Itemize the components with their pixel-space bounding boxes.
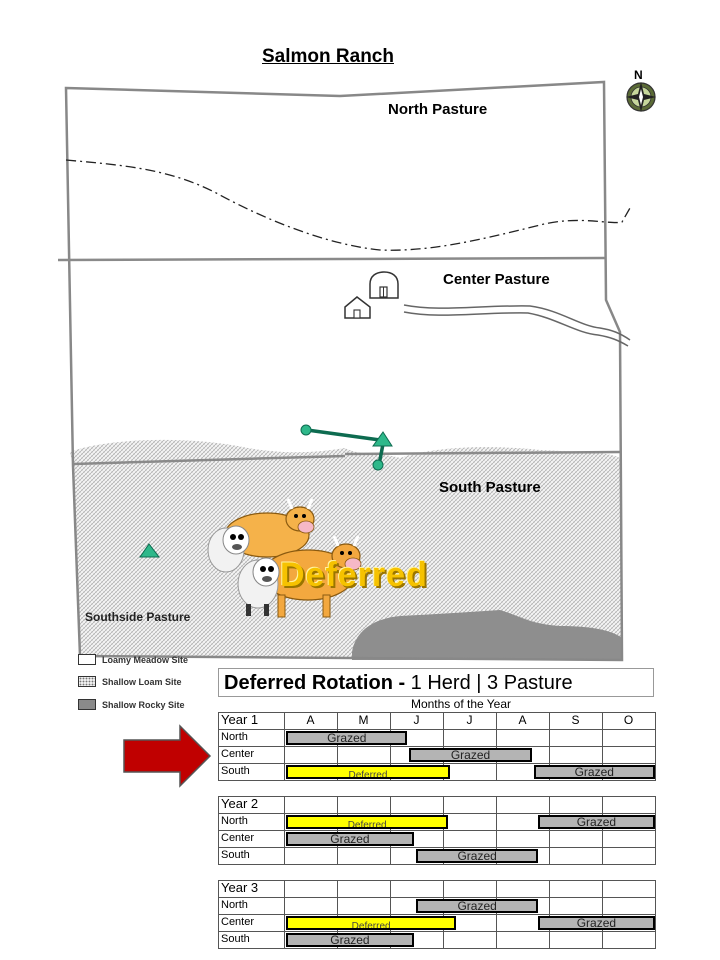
grid-cell	[284, 847, 338, 865]
pasture-row-label: Center	[221, 916, 255, 928]
north-pasture-label: North Pasture	[388, 101, 488, 118]
rotation-schedule	[218, 668, 656, 952]
month-label: J	[466, 713, 473, 727]
grid-cell	[443, 830, 497, 848]
grid-cell	[549, 746, 603, 764]
grazed-bar: Grazed	[538, 815, 655, 829]
shallow-rocky-swatch	[78, 699, 96, 710]
grid-cell	[602, 796, 656, 814]
grid-cell	[549, 796, 603, 814]
grid-cell	[443, 796, 497, 814]
well-icon	[301, 425, 311, 435]
grid-cell	[496, 729, 550, 747]
grid-cell	[549, 897, 603, 915]
shallow-loam-swatch	[78, 676, 96, 687]
compass-north-label: N	[634, 68, 643, 82]
barn-icon	[370, 272, 398, 298]
grid-cell	[602, 931, 656, 949]
fence-north-center	[58, 258, 605, 260]
months-caption: Months of the Year	[410, 697, 512, 711]
grid-cell	[496, 880, 550, 898]
grid-cell	[496, 830, 550, 848]
grid-cell	[443, 880, 497, 898]
grid-cell	[284, 746, 338, 764]
pasture-row-label: South	[221, 933, 250, 945]
legend-item-loamy-meadow	[78, 654, 188, 665]
legend-label: Shallow Loam Site	[102, 676, 182, 687]
grid-cell	[549, 729, 603, 747]
legend-item-shallow-loam	[78, 676, 182, 687]
month-label: A	[518, 713, 527, 727]
deferred-bar: Deferred	[286, 815, 448, 829]
grid-cell	[602, 830, 656, 848]
grid-cell	[337, 897, 391, 915]
year-label: Year 1	[221, 712, 259, 727]
center-pasture-label: Center Pasture	[443, 271, 550, 288]
grid-cell	[390, 880, 444, 898]
grazed-bar: Grazed	[416, 899, 539, 913]
grid-cell	[549, 830, 603, 848]
southside-pasture-label: Southside Pasture	[85, 610, 191, 624]
grid-cell	[602, 847, 656, 865]
grid-cell	[284, 880, 338, 898]
month-label: S	[571, 713, 580, 727]
grid-cell	[337, 847, 391, 865]
grazed-bar: Grazed	[286, 832, 414, 846]
grazed-bar: Grazed	[409, 748, 531, 762]
pasture-row-label: South	[221, 765, 250, 777]
year-label: Year 2	[221, 796, 259, 811]
legend-item-shallow-rocky	[78, 699, 185, 710]
month-label: A	[306, 713, 315, 727]
south-pasture-label: South Pasture	[439, 479, 541, 496]
deferred-bar: Deferred	[286, 916, 456, 930]
grid-cell	[602, 729, 656, 747]
grid-cell	[549, 880, 603, 898]
red-arrow-icon	[124, 726, 210, 786]
grid-cell	[496, 796, 550, 814]
legend-label: Shallow Rocky Site	[102, 699, 185, 710]
grid-cell	[443, 813, 497, 831]
schedule-title-bold: Deferred Rotation -	[224, 672, 406, 694]
grazed-bar: Grazed	[534, 765, 655, 779]
pasture-row-label: North	[221, 731, 248, 743]
grazed-bar: Grazed	[286, 933, 414, 947]
grid-cell	[443, 763, 497, 781]
year-label: Year 3	[221, 880, 259, 895]
grid-cell	[602, 897, 656, 915]
grid-cell	[337, 746, 391, 764]
grid-cell	[337, 880, 391, 898]
pasture-row-label: South	[221, 849, 250, 861]
house-icon	[345, 297, 370, 318]
compass-rose-icon	[626, 82, 656, 112]
grazed-bar: Grazed	[416, 849, 539, 863]
grazed-bar: Grazed	[286, 731, 407, 745]
grid-cell	[496, 931, 550, 949]
legend-label: Loamy Meadow Site	[102, 654, 189, 665]
well-icon	[373, 460, 383, 470]
dash-dot-line	[66, 160, 630, 250]
grid-cell	[443, 729, 497, 747]
grid-cell	[337, 796, 391, 814]
year-block	[218, 796, 654, 864]
grazed-bar: Grazed	[538, 916, 655, 930]
pasture-row-label: Center	[221, 832, 255, 844]
grid-cell	[549, 847, 603, 865]
grid-cell	[602, 746, 656, 764]
schedule-title-rest: 1 Herd | 3 Pasture	[405, 672, 573, 694]
grid-cell	[549, 931, 603, 949]
grid-cell	[443, 931, 497, 949]
loamy-meadow-swatch	[78, 654, 96, 665]
grid-cell	[602, 880, 656, 898]
pasture-row-label: North	[221, 815, 248, 827]
grid-cell	[284, 796, 338, 814]
year-block	[218, 712, 654, 780]
schedule-title	[218, 668, 654, 697]
pasture-row-label: Center	[221, 748, 255, 760]
year-block	[218, 880, 654, 948]
pasture-row-label: North	[221, 899, 248, 911]
month-label: M	[358, 713, 369, 727]
deferred-stamp: Deferred	[280, 556, 428, 594]
deferred-bar: Deferred	[286, 765, 450, 779]
road-edge	[404, 312, 628, 346]
map-title: Salmon Ranch	[262, 46, 394, 67]
month-label: J	[413, 713, 420, 727]
grid-cell	[284, 897, 338, 915]
grid-cell	[390, 796, 444, 814]
month-label: O	[623, 713, 634, 727]
